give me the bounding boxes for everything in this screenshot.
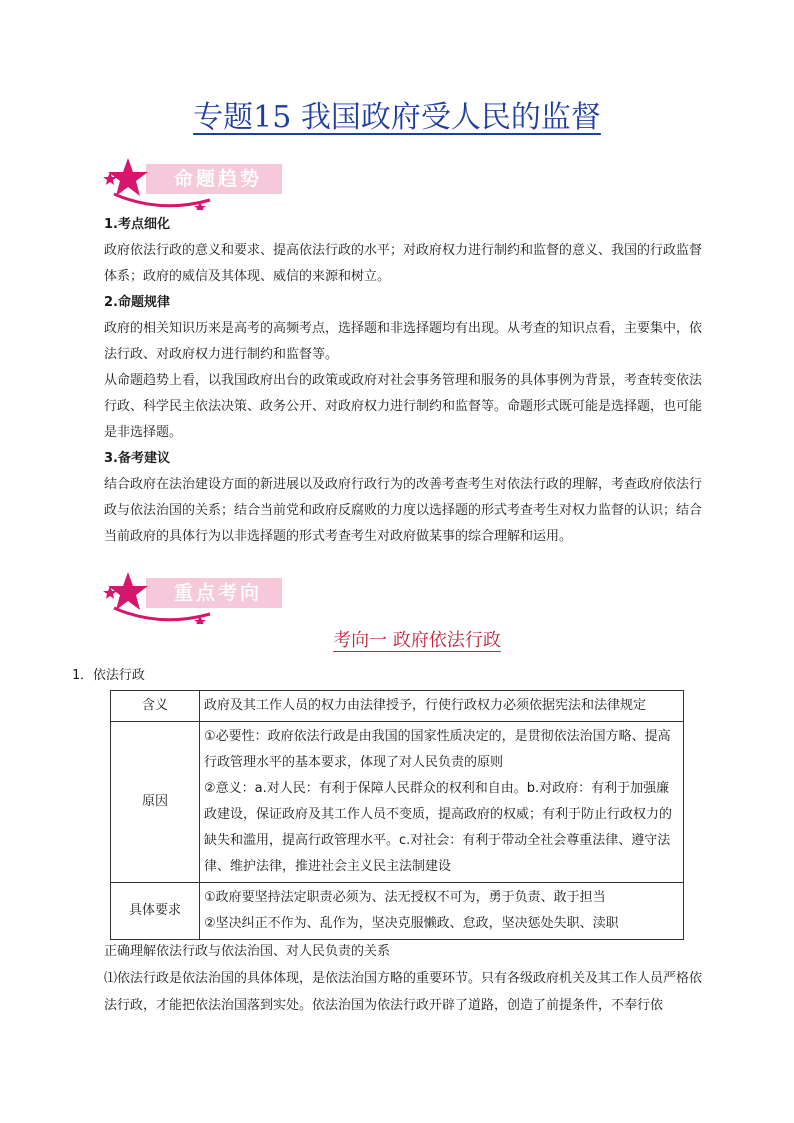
section-banner-label: 重点考向 xyxy=(173,582,262,604)
section-banner-trend xyxy=(100,156,290,210)
relation-heading: 正确理解依法行政与依法治国、对人民负责的关系 xyxy=(104,944,391,959)
subsection-title xyxy=(0,626,794,652)
list-heading: 1．依法行政 xyxy=(72,668,145,683)
item-heading: 3.备考建议 xyxy=(104,451,170,466)
relation-paragraph: ⑴依法行政是依法治国的具体体现，是依法治国方略的重要环节。只有各级政府机关及其工作人员严格依法行政，才能把依法治国落到实处。依法治国为依法行政开辟了道路，创造了前提条件，不奉行依 xyxy=(104,971,703,1013)
item-paragraph: 从命题趋势上看，以我国政府出台的政策或政府对社会事务管理和服务的具体事例为背景，考查转变依法行政、科学民主依法决策、政务公开、对政府权力进行制约和监督等。命题形式既可能是选择题，也可能是非选择题。 xyxy=(104,373,703,440)
table-cell-label: 含义 xyxy=(111,691,200,722)
item-paragraph: 政府的相关知识历来是高考的高频考点，选择题和非选择题均有出现。从考查的知识点看，主要集中，依法行政、对政府权力进行制约和监督等。 xyxy=(104,321,703,362)
item-heading: 1.考点细化 xyxy=(104,217,170,232)
page-title xyxy=(0,96,794,140)
section-banner-label: 命题趋势 xyxy=(173,168,262,190)
table-cell-label: 具体要求 xyxy=(111,883,200,940)
table-cell-line: ①政府要坚持法定职责必须为、法无授权不可为，勇于负责、敢于担当 xyxy=(204,890,606,905)
relation-section xyxy=(104,938,714,1019)
table-row xyxy=(111,883,684,940)
table-row xyxy=(111,691,684,722)
item-paragraph: 政府依法行政的意义和要求、提高依法行政的水平；对政府权力进行制约和监督的意义、我国的行政监督体系；政府的威信及其体现、威信的来源和树立。 xyxy=(104,243,703,284)
table-cell-content: 政府及其工作人员的权力由法律授予，行使行政权力必须依据宪法和法律规定 xyxy=(200,691,684,722)
table-row xyxy=(111,722,684,883)
item-heading: 2.命题规律 xyxy=(104,295,170,310)
table-cell-content xyxy=(200,722,684,883)
table-cell-label: 原因 xyxy=(111,722,200,883)
page-title-text: 专题15 我国政府受人民的监督 xyxy=(193,100,601,135)
subsection-title-text: 考向一 政府依法行政 xyxy=(333,630,501,651)
table-cell-content xyxy=(200,883,684,940)
table-cell-line: ②意义：a.对人民：有利于保障人民群众的权利和自由。b.对政府：有利于加强廉政建设，保证政府及其工作人员不变质，提高政府的权威；有利于防止行政权力的缺失和滥用，提高行政管理水平。c.对社会：有利于带动全社会尊重法律、遵守法律、维护法律，推进社会主义民主法制建设 xyxy=(204,781,673,874)
trend-content xyxy=(104,212,704,550)
law-admin-table xyxy=(110,690,684,940)
section-banner-focus xyxy=(100,570,290,624)
table-cell-line: ②坚决纠正不作为、乱作为，坚决克服懒政、怠政，坚决惩处失职、渎职 xyxy=(204,916,619,931)
item-paragraph: 结合政府在法治建设方面的新进展以及政府行政行为的改善考查考生对依法行政的理解，考查政府依法行政与依法治国的关系；结合当前党和政府反腐败的力度以选择题的形式考查考生对权力监督的认识；结合当前政府的具体行为以非选择题的形式考查考生对政府做某事的综合理解和运用。 xyxy=(104,477,703,544)
table-cell-line: ①必要性：政府依法行政是由我国的国家性质决定的，是贯彻依法治国方略、提高行政管理水平的基本要求，体现了对人民负责的原则 xyxy=(204,729,671,770)
